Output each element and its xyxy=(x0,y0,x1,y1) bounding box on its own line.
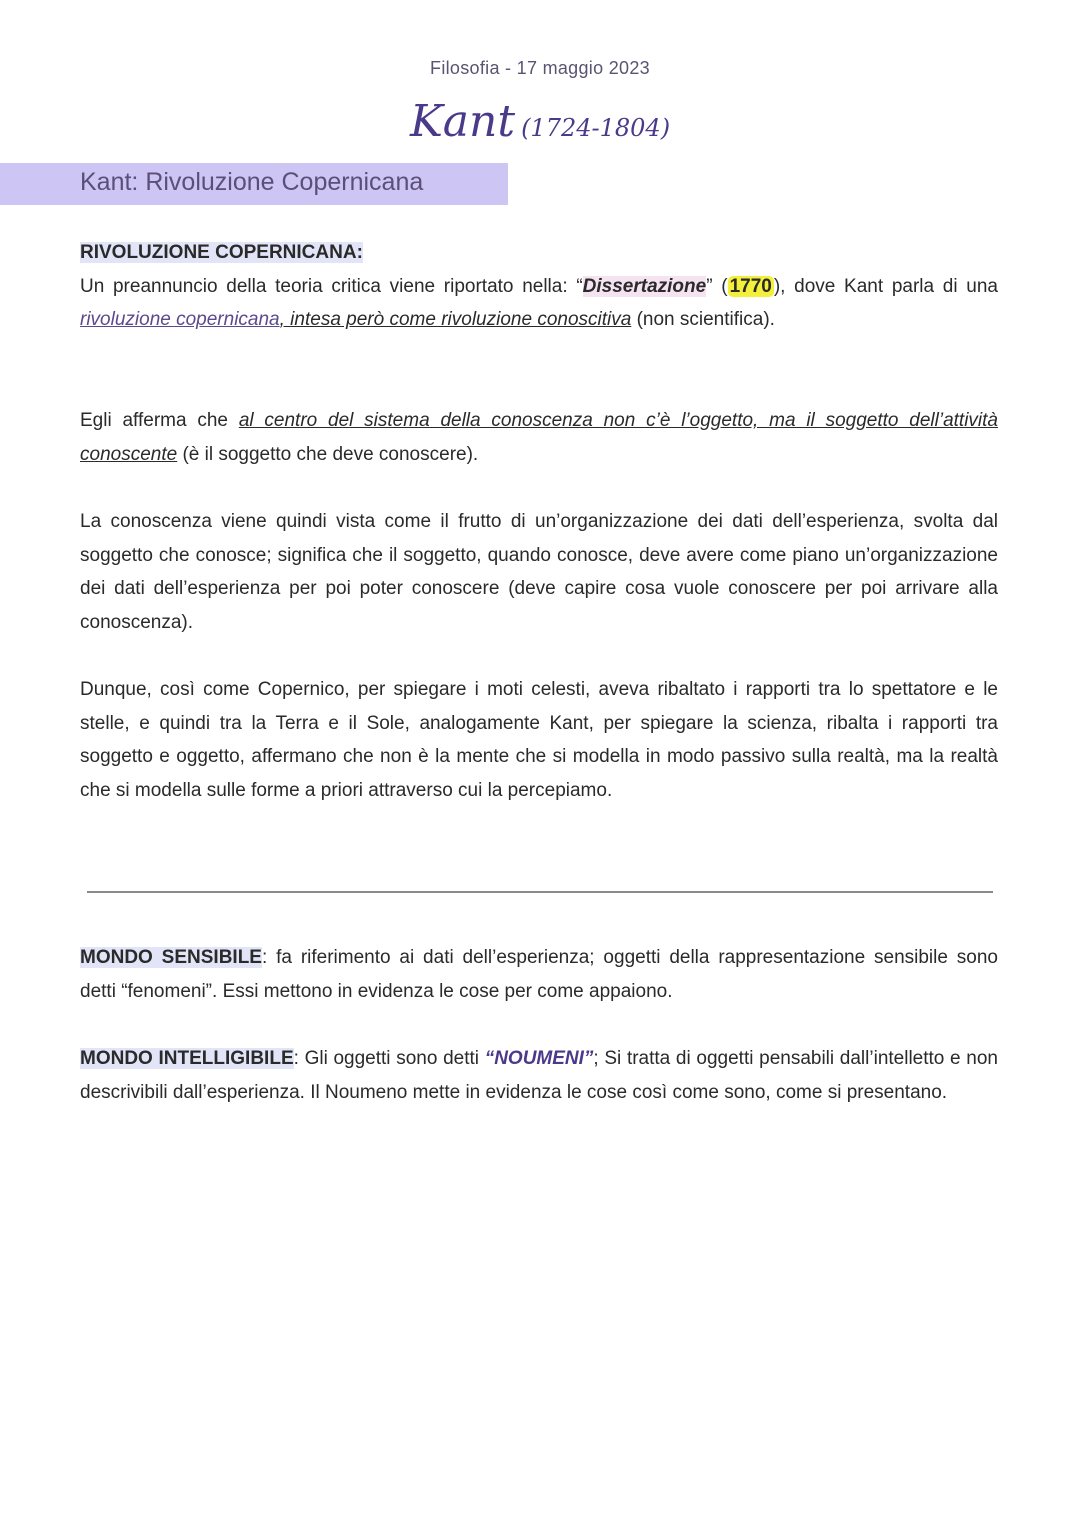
dissertazione-highlight: Dissertazione xyxy=(582,275,707,297)
text: : fa riferimento ai dati dell’esperienza; oggetti della rappresentazione sensibile sono detti “fenomeni”. Essi mettono in evidenza le cose per come appaiono. xyxy=(80,947,998,1002)
noumeni-term: “NOUMENI” xyxy=(484,1048,594,1069)
paragraph-rivoluzione xyxy=(80,236,998,337)
text: Egli afferma che xyxy=(80,410,239,431)
text: ; Si tratta di oggetti pensabili dall’intelletto e non descrivibili dall’esperienza. Il Noumeno mette in evidenza le cose così come sono, come si presentano. xyxy=(80,1048,998,1103)
heading-mondo-sensibile: MONDO SENSIBILE xyxy=(80,947,262,968)
paragraph-conoscenza: La conoscenza viene quindi vista come il frutto di un’organizzazione dei dati dell’esperienza, svolta dal soggetto che conosce; significa che il soggetto, quando conosce, deve avere come piano un’organizzazione dei dati dell’esperienza per poi poter conoscere (deve capire cosa vuole conoscere per poi arrivare alla conoscenza). xyxy=(80,511,998,633)
document-date: Filosofia - 17 maggio 2023 xyxy=(430,58,650,78)
title-years: (1724-1804) xyxy=(521,114,671,142)
text: (è il soggetto che deve conoscere). xyxy=(177,443,479,465)
section-title: Kant: Rivoluzione Copernicana xyxy=(80,168,424,196)
underlined-text: al centro del sistema della conoscenza non c’è l’oggetto, ma il soggetto dell’attività conoscente xyxy=(80,410,998,465)
heading-mondo-intelligibile: MONDO INTELLIGIBILE xyxy=(80,1048,294,1069)
paragraph-mondo-intelligibile xyxy=(80,1042,998,1109)
divider xyxy=(87,891,993,893)
text: ” ( xyxy=(706,275,728,297)
title-name: Kant xyxy=(409,96,516,147)
text: : Gli oggetti sono detti xyxy=(293,1048,485,1069)
paragraph-copernico: Dunque, così come Copernico, per spiegare i moti celesti, aveva ribaltato i rapporti tra lo spettatore e le stelle, e quindi tra la Terra e il Sole, analogamente Kant, per spiegare la scienza, ribalta i rapporti tra soggetto e oggetto, affermano che non è la mente che si modella in modo passivo sulla realtà, ma la realtà che si modella sulle forme a priori attraverso cui la percepiamo. xyxy=(80,679,998,801)
paragraph-mondo-sensibile xyxy=(80,941,998,1008)
text: ), dove Kant parla di una xyxy=(773,275,998,297)
rivoluzione-copernicana-link[interactable]: rivoluzione copernicana xyxy=(80,309,280,331)
text: Un preannuncio della teoria critica viene riportato nella: “ xyxy=(80,275,583,297)
paragraph-soggetto xyxy=(80,404,998,471)
heading-rivoluzione: RIVOLUZIONE COPERNICANA: xyxy=(80,242,363,263)
page-title xyxy=(0,96,1080,147)
text: (non scientifica). xyxy=(631,309,775,331)
year-highlight: 1770 xyxy=(729,275,772,297)
underlined-text: , intesa però come rivoluzione conoscitiva xyxy=(279,309,632,331)
